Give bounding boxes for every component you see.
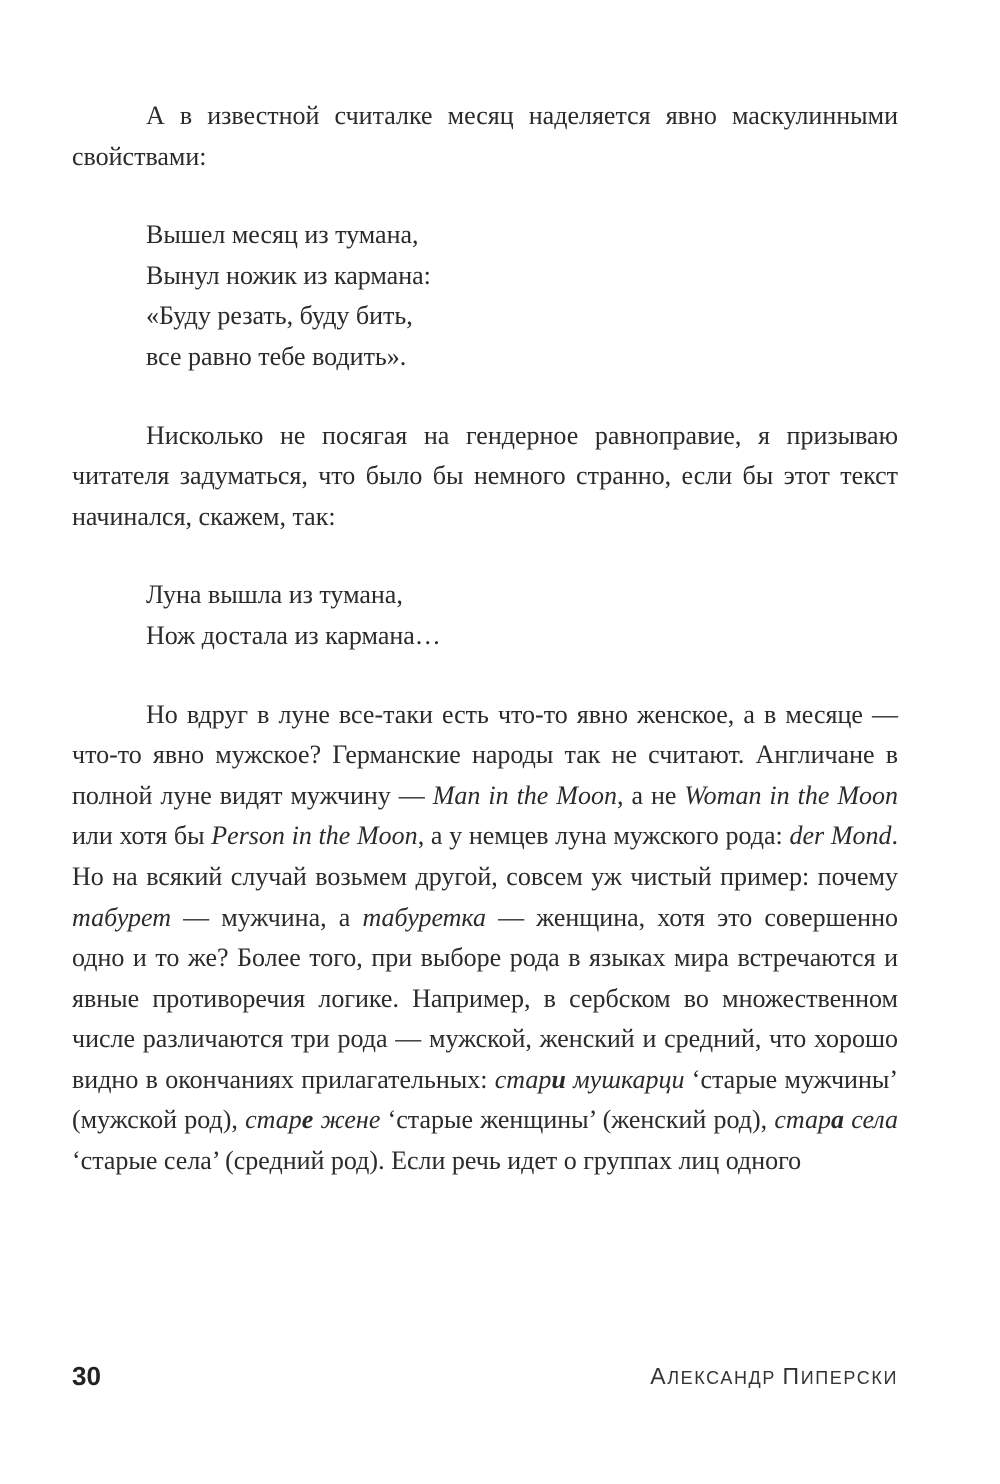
text-run: . Но на всякий случай возьмем другой, совсем уж чистый пример: почему [72, 821, 898, 891]
text-run: или хотя бы [72, 821, 212, 851]
italic-term: табуретка [362, 902, 486, 932]
verse-line: Вынул ножик из кармана: [146, 260, 431, 290]
text-run: ‘старые села’ (средний род). Если речь идет о группах лиц одного [72, 1146, 802, 1176]
verse-line: все равно тебе водить». [146, 341, 407, 371]
italic-term: табурет [72, 902, 171, 932]
verse-line: «Буду резать, буду бить, [146, 301, 413, 331]
author-initial: П [782, 1363, 801, 1389]
italic-term: der Mond [789, 821, 892, 851]
author-initial: А [650, 1363, 668, 1389]
italic-term: Woman in the Moon [684, 780, 899, 810]
text-run: , а не [616, 780, 685, 810]
text-run: , а у немцев луна мужского рода: [417, 821, 790, 851]
author-small-caps: ЛЕКСАНДР [667, 1368, 783, 1388]
example-noun: села [844, 1105, 898, 1135]
verse-line: Нож достала из кармана… [146, 620, 441, 650]
example-stem: стар [245, 1105, 302, 1135]
example-noun: жене [313, 1105, 381, 1135]
italic-term: Person in the Moon [211, 821, 418, 851]
verse-line: Луна вышла из тумана, [146, 580, 403, 610]
example-noun: мушкарци [565, 1064, 685, 1094]
text-run: ‘старые женщины’ (женский род), [380, 1105, 775, 1135]
italic-term: Man in the Moon [432, 780, 617, 810]
text-run: Но вдруг в луне все-таки есть что-то явно женское, а в месяце — что-то явно мужское? Германские народы так не считают. Англичане в полной луне видят мужчину — [72, 699, 898, 810]
example-ending: е [301, 1105, 314, 1135]
running-head-author [650, 1356, 898, 1398]
page-footer [72, 1356, 898, 1396]
page-body [72, 96, 898, 1182]
page-number: 30 [72, 1361, 101, 1391]
paragraph-3 [72, 695, 898, 1182]
text-run: — женщина, хотя это совершенно одно и то же? Более того, при выборе рода в языках мира встречаются и явные противоречия логике. Например, в сербском во множественном числе различаются три рода — мужской, женский и средний, что хорошо видно в окончаниях прилагательных: [72, 902, 898, 1094]
example-stem: стар [774, 1105, 832, 1135]
example-ending: а [831, 1105, 845, 1135]
text-run: ‘старые мужчины’ (мужской род), [72, 1064, 899, 1135]
serbian-example [495, 1065, 685, 1094]
example-stem: стар [494, 1064, 552, 1094]
paragraph-2: Нисколько не посягая на гендерное равноправие, я призываю читателя задуматься, что было бы немного странно, если бы этот текст начинался, скажем, так: [72, 420, 898, 531]
paragraph-1: А в известной считалке месяц наделяется явно маскулинными свойствами: [72, 101, 898, 171]
example-ending: и [551, 1064, 566, 1094]
verse-block-1 [146, 215, 898, 377]
text-run: — мужчина, а [171, 902, 363, 932]
verse-line: Вышел месяц из тумана, [146, 220, 419, 250]
serbian-example [774, 1105, 898, 1134]
author-small-caps: ИПЕРСКИ [800, 1368, 898, 1388]
verse-block-2 [146, 575, 898, 656]
serbian-example [245, 1105, 380, 1134]
